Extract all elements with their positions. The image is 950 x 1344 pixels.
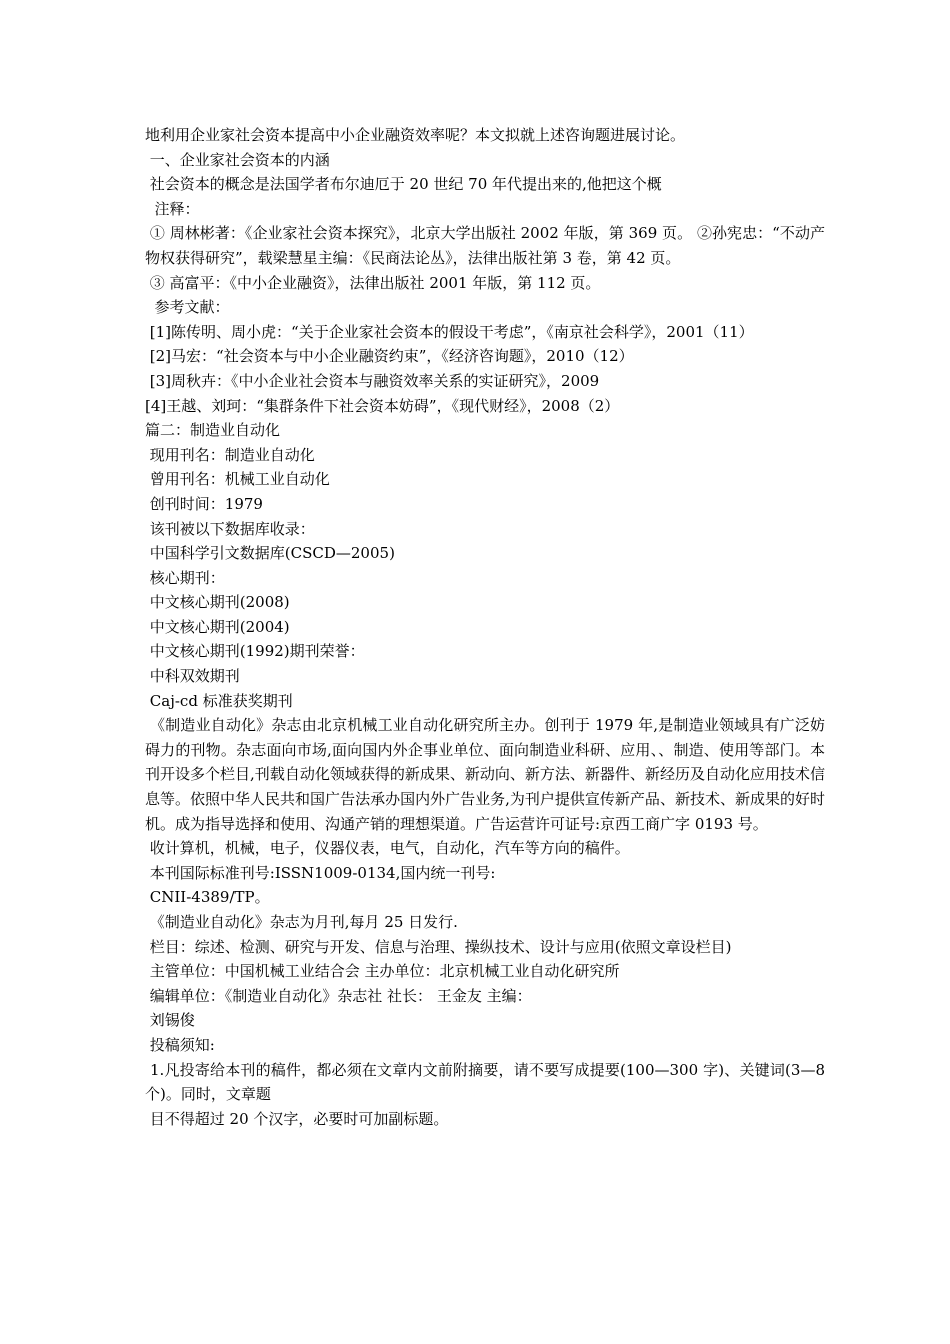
note-1-2: ① 周林彬著：《企业家社会资本探究》，北京大学出版社 2002 年版，第 369 页。 ②孙宪忠：“不动产物权获得研究”，载梁慧星主编：《民商法论丛》，法律出版社第 3 卷，第 42 页。 bbox=[145, 224, 825, 267]
submission-rule-1-cont: 目不得超过 20 个汉字，必要时可加副标题。 bbox=[145, 1109, 449, 1128]
paragraph-intro: 地利用企业家社会资本提高中小企业融资效率呢？本文拟就上述咨询题进展讨论。 bbox=[145, 126, 686, 144]
paragraph-social-capital: 社会资本的概念是法国学者布尔迪厄于 20 世纪 70 年代提出来的,他把这个概 bbox=[145, 175, 662, 194]
part-two-heading: 篇二：制造业自动化 bbox=[145, 421, 281, 440]
core-journal-1992: 中文核心期刊(1992)期刊荣誉： bbox=[145, 642, 365, 661]
submission-rule-1: 1.凡投寄给本刊的稿件，都必须在文章内文前附摘要，请不要写成提要(100—300 字)、关键词(3—8 个)。同时，文章题 bbox=[145, 1060, 830, 1104]
reference-4: [4]王越、刘珂：“集群条件下社会资本妨碍”，《现代财经》，2008（2） bbox=[145, 396, 620, 415]
notes-heading: 注释： bbox=[145, 199, 200, 218]
references-heading: 参考文献： bbox=[145, 298, 230, 317]
chief-editor-name: 刘锡俊 bbox=[145, 1011, 195, 1030]
core-journal-heading: 核心期刊： bbox=[145, 568, 225, 587]
journal-description: 《制造业自动化》杂志由北京机械工业自动化研究所主办。创刊于 1979 年,是制造业领域具有广泛妨碍力的刊物。杂志面向市场,面向国内外企事业单位、面向制造业科研、应用、、制造、使用等部门。本刊开设多个栏目,刊载自动化领域获得的新成果、新动向、新方法、新器件、新经历及自动化应用技术信息等。依照中华人民共和国广告法承办国内外广告业务,为刊户提供宣传新产品、新技术、新成果的好时机。成为指导选择和使用、沟通产销的理想渠道。广告运营许可证号:京西工商广字 0193 号。 bbox=[145, 716, 825, 833]
cscd-index: 中国科学引文数据库(CSCD—2005) bbox=[145, 544, 395, 563]
reference-3: [3]周秋卉：《中小企业社会资本与融资效率关系的实证研究》，2009 bbox=[145, 371, 600, 390]
document-body bbox=[145, 123, 830, 1131]
reference-1: [1]陈传明、周小虎：“关于企业家社会资本的假设干考虑”，《南京社会科学》，2001（11） bbox=[145, 322, 754, 341]
cn-number: CNII-4389/TP。 bbox=[145, 888, 270, 907]
publication-frequency: 《制造业自动化》杂志为月刊,每月 25 日发行. bbox=[145, 913, 458, 931]
honor-caj-cd: Caj-cd 标准获奖期刊 bbox=[145, 691, 293, 710]
core-journal-2008: 中文核心期刊(2008) bbox=[145, 593, 290, 612]
note-3: ③ 高富平：《中小企业融资》，法律出版社 2001 年版，第 112 页。 bbox=[145, 273, 601, 292]
submission-guide-heading: 投稿须知: bbox=[145, 1035, 215, 1054]
indexed-by-heading: 该刊被以下数据库收录： bbox=[145, 519, 315, 538]
editorial-unit: 编辑单位：《制造业自动化》杂志社 社长： 王金友 主编： bbox=[145, 986, 532, 1005]
columns-list: 栏目：综述、检测、研究与开发、信息与治理、操纵技术、设计与应用(依照文章设栏目) bbox=[145, 937, 732, 956]
founding-year: 创刊时间：1979 bbox=[145, 494, 263, 513]
former-journal-name: 曾用刊名：机械工业自动化 bbox=[145, 470, 330, 489]
honor-dual-effect: 中科双效期刊 bbox=[145, 667, 240, 686]
current-journal-name: 现用刊名：制造业自动化 bbox=[145, 445, 315, 464]
sponsor-units: 主管单位：中国机械工业结合会 主办单位：北京机械工业自动化研究所 bbox=[145, 962, 620, 981]
submission-topics: 收计算机，机械，电子，仪器仪表，电气，自动化，汽车等方向的稿件。 bbox=[145, 839, 630, 858]
issn-line: 本刊国际标准刊号:ISSN1009-0134,国内统一刊号: bbox=[145, 863, 496, 882]
core-journal-2004: 中文核心期刊(2004) bbox=[145, 617, 290, 636]
heading-section-1: 一、企业家社会资本的内涵 bbox=[145, 150, 330, 169]
reference-2: [2]马宏：“社会资本与中小企业融资约束”，《经济咨询题》，2010（12） bbox=[145, 347, 634, 366]
